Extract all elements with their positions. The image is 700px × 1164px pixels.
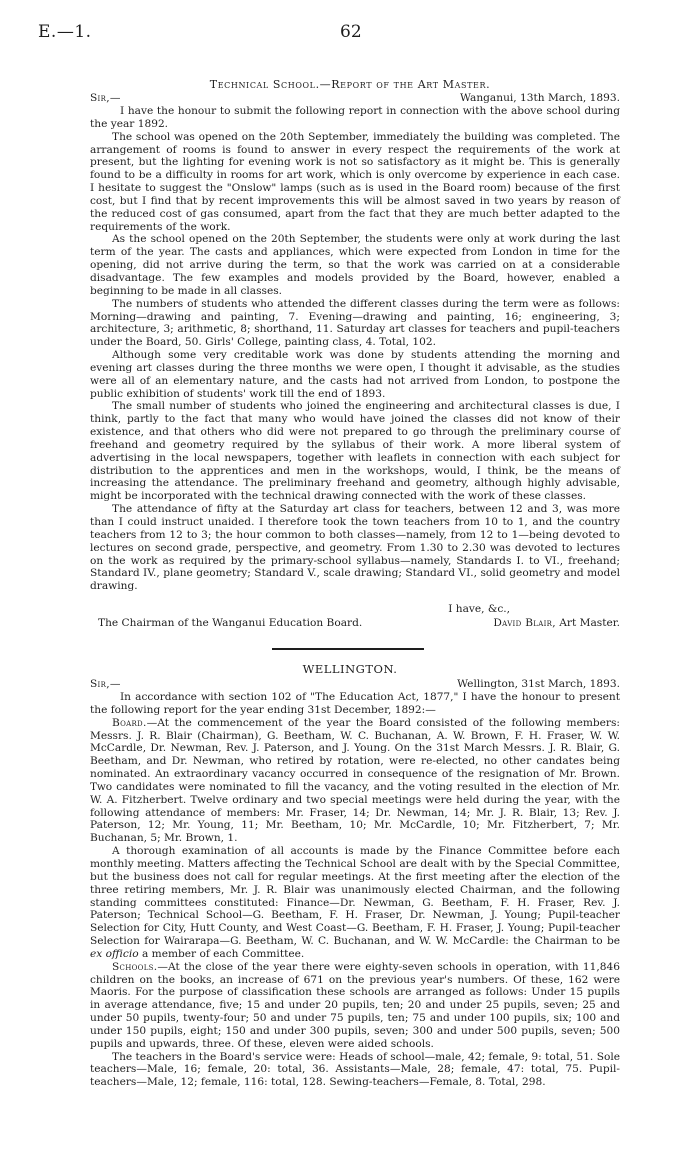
art-master-body <box>90 105 620 593</box>
addressee: The Chairman of the Wanganui Education Board. <box>98 617 363 629</box>
finance-text: A thorough examination of all accounts is made by the Finance Committee before each monthly meeting. Matters affecting the Technical School are dealt with by the Special Committee, but the business does not call for regular meetings. At the first meeting after the election of the three retiring members, Mr. J. R. Blair was unanimously elected Chairman, and the following standing committees constituted: Finance—Dr. Newman, G. Beetham, F. H. Fraser, Rev. J. Paterson; Technical School—G. Beetham, F. H. Fraser, Dr. Newman, J. Young; Pupil-teacher Selection for City, Hutt County, and West Coast—G. Beetham, F. H. Fraser, J. Young; Pupil-teacher Selection for Wairarapa—G. Beetham, W. C. Buchanan, and W. W. McCardle: the Chairman to be <box>90 845 620 948</box>
wellington-report-title: WELLINGTON. <box>302 662 398 676</box>
report-reference: E.—1. <box>38 22 92 42</box>
signature-name: David Blair, <box>493 617 556 629</box>
paragraph: The numbers of students who attended the different classes during the term were as follows: Morning—drawing and painting, 7. Evening—drawing and painting, 16; engineering, 3; architecture, 3; arithmetic, 8; shorthand, 11. Saturday art classes for teachers and pupil-teachers under the Board, 50. Girls' College, painting class, 4. Total, 102. <box>90 297 620 349</box>
finance-text-end: a member of each Committee. <box>138 947 305 960</box>
finance-italic: ex officio <box>90 947 139 960</box>
schools-text: —At the close of the year there were eighty-seven schools in operation, with 11,846 children on the books, an increase of 671 on the previous year's numbers. Of these, 162 were Maoris. For the purpose of classification these schools are arranged as follows: Under 15 pupils in average attendance, five; 15 and under 20 pupils, ten; 20 and under 25 pupils, seven; 25 and under 50 pupils, twenty-four; 50 and under 75 pupils, ten; 75 and under 100 pupils, six; 100 and under 150 pupils, eight; 150 and under 300 pupils, seven; 300 and under 500 pupils, seven; 500 pupils and upwards, three. Of these, eleven were aided schools. <box>90 960 620 1050</box>
finance-paragraph <box>90 845 620 961</box>
paragraph: The attendance of fifty at the Saturday art class for teachers, between 12 and 3, was more than I could instruct unaided. I therefore took the town teachers from 10 to 1, and the country teachers from 12 to 3; the hour common to both classes—namely, from 12 to 1—being devoted to lectures on second grade, perspective, and geometry. From 1.30 to 2.30 was devoted to lectures on the work as required by the primary-school syllabus—namely, Standards I. to VI., freehand; Standard IV., plane geometry; Standard V., scale drawing; Standard VI., solid geometry and model drawing. <box>90 503 620 593</box>
wellington-place-date: Wellington, 31st March, 1893. <box>457 678 620 690</box>
board-text: —At the commencement of the year the Board consisted of the following members: Messrs. J. R. Blair (Chairman), G. Beetham, W. C. Buchanan, A. W. Brown, F. H. Fraser, W. W. McCardle, Dr. Newman, Rev. J. Paterson, and J. Young. On the 31st March Messrs. J. R. Blair, G. Beetham, and Dr. Newman, who retired by rotation, were re-elected, no other candates being nominated. An extraordinary vacancy occurred in consequence of the resignation of Mr. Brown. Two candidates were nominated to fill the vacancy, and the voting resulted in the election of Mr. W. A. Fitzherbert. Twelve ordinary and two special meetings were held during the year, with the following attendance of members: Mr. Fraser, 14; Dr. Newman, 14; Mr. J. R. Blair, 13; Rev. J. Paterson, 12; Mr. Young, 11; Mr. Beetham, 10; Mr. McCardle, 10; Mr. Fitzherbert, 7; Mr. Buchanan, 5; Mr. Brown, 1. <box>90 716 620 845</box>
board-heading: Board. <box>112 716 147 729</box>
board-paragraph <box>90 717 620 845</box>
paragraph: In accordance with section 102 of "The Education Act, 1877," I have the honour to present the following report for the year ending 31st December, 1892:— <box>90 691 620 716</box>
paragraph: Although some very creditable work was done by students attending the morning and evening art classes during the three months we were open, I thought it advisable, as the studies were all of an elementary nature, and the casts had not arrived from London, to postpone the public exhibition of students' work till the end of 1893. <box>90 349 620 400</box>
wellington-body <box>90 691 620 1089</box>
art-master-place-date: Wanganui, 13th March, 1893. <box>460 92 620 104</box>
schools-paragraph <box>90 961 620 1051</box>
paragraph: As the school opened on the 20th September, the students were only at work during the last term of the year. The casts and appliances, which were expected from London in time for the opening, did not arrive during the term, so that the work was carried on at a considerable disadvantage. The few examples and models provided by the Board, however, enabled a beginning to be made in all classes. <box>90 233 620 297</box>
signature-role: Art Master. <box>559 617 620 629</box>
paragraph: The school was opened on the 20th September, immediately the building was completed. The arrangement of rooms is found to answer in every respect the requirements of the work at present, but the lighting for evening work is not so satisfactory as it might be. This is generally found to be a difficulty in rooms for art work, which is only overcome by experience in each case. I hesitate to suggest the "Onslow" lamps (such as is used in the Board room) because of the first cost, but I find that by recent improvements this will be almost saved in two years by reason of the reduced cost of gas consumed, apart from the fact that they are much better adapted to the requirements of the work. <box>90 130 620 233</box>
art-master-report-title: Technical School.—Report of the Art Master. <box>209 78 491 91</box>
schools-heading: Schools. <box>112 960 158 973</box>
paragraph: The small number of students who joined the engineering and architectural classes is due, I think, partly to the fact that many who would have joined the classes did not know of their existence, and that others who did were not prepared to go through the preliminary course of freehand and geometry required by the syllabus of their work. A more liberal system of advertising in the local newspapers, together with leaflets in connection with each subject for distribution to the apprentices and men in the workshops, would, I think, be the means of increasing the attendance. The preliminary freehand and geometry, although highly advisable, might be incorporated with the technical drawing connected with the work of these classes. <box>90 400 620 503</box>
closing-text: I have, &c., <box>448 603 510 615</box>
section-divider <box>272 648 424 650</box>
wellington-salutation: Sir,— <box>90 678 121 690</box>
paragraph: I have the honour to submit the following report in connection with the above school during the year 1892. <box>90 105 620 130</box>
signature <box>493 617 620 630</box>
art-master-salutation: Sir,— <box>90 92 121 104</box>
page-number: 62 <box>340 22 362 42</box>
teachers-paragraph: The teachers in the Board's service were: Heads of school—male, 42; female, 9: total, 51. Sole teachers—Male, 16; female, 20: total, 36. Assistants—Male, 28; female, 47: total, 75. Pupil-teachers—Male, 12; female, 116: total, 128. Sewing-teachers—Female, 8. Total, 298. <box>90 1050 620 1089</box>
